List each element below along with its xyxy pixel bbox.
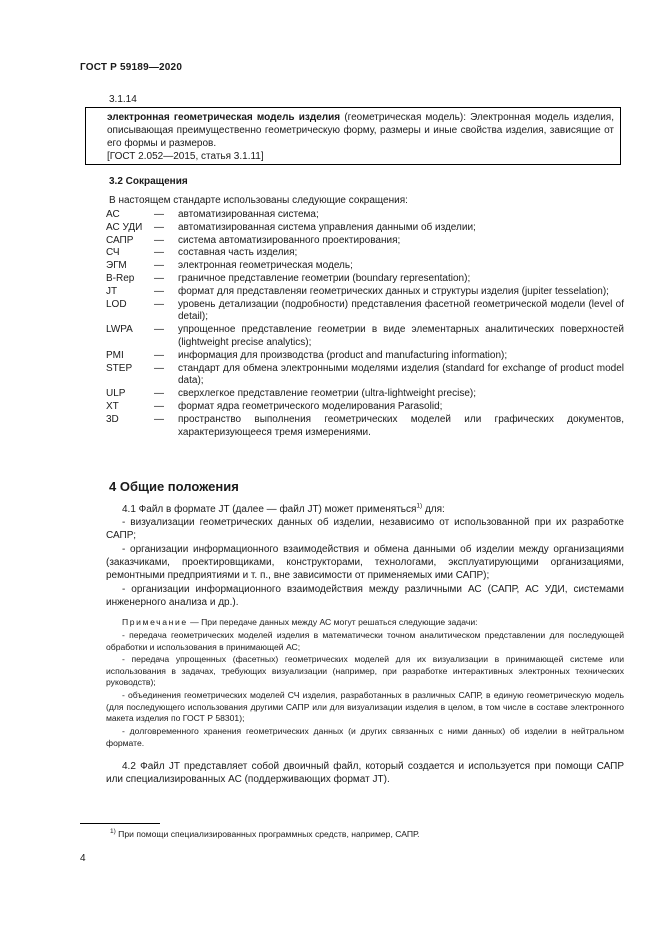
abbreviation-code: LWPA [106, 324, 133, 336]
abbreviation-dash: — [154, 272, 164, 284]
abbreviation-definition: формат ядра геометрического моделирования Parasolid; [178, 400, 443, 412]
abbreviation-code: PMI [106, 349, 124, 361]
term-definition: (геометрическая модель): Электронная модель изделия, описывающая преимущественно геометрическую форму, размеры и иные свойства изделия, зависящие от его формы и размеров. [107, 112, 614, 149]
abbreviation-row [106, 222, 624, 235]
abbreviation-dash: — [154, 247, 164, 259]
abbreviation-row [106, 247, 624, 260]
abbreviation-row [106, 414, 624, 440]
abbreviation-dash: — [154, 209, 164, 220]
term-number: 3.1.14 [109, 94, 137, 105]
abbreviation-dash: — [154, 285, 164, 297]
term-name: электронная геометрическая модель изделия [107, 112, 341, 123]
abbreviation-dash: — [154, 400, 164, 412]
abbreviation-dash: — [154, 388, 164, 400]
abbreviation-dash: — [154, 349, 164, 361]
abbreviation-row [106, 363, 624, 389]
abbreviation-definition: сверхлегкое представление геометрии (ultra-lightweight precise); [178, 388, 476, 400]
abbreviation-definition: автоматизированная система управления данными об изделии; [178, 221, 476, 233]
abbreviation-definition: пространство выполнения геометрических моделей или графических документов, характеризующееся тремя измерениями. [178, 413, 624, 438]
note-item: - объединения геометрических моделей СЧ изделия, разработанных в различных САПР, в единую геометрическую модель (для последующего использования другими САПР или для визуализации изделия в целом, в том числе в составе электронного макета изделия по ГОСТ Р 58301); [106, 690, 624, 724]
abbreviation-definition: автоматизированная система; [178, 209, 319, 220]
footnote-divider [80, 823, 160, 824]
list-item: - визуализации геометрических данных об изделии, независимо от использованной при их разработке САПР; [106, 517, 624, 542]
abbreviation-code: B-Rep [106, 272, 135, 284]
abbreviation-definition: информация для производства (product and manufacturing information); [178, 349, 508, 361]
abbreviation-row [106, 388, 624, 401]
abbreviation-code: САПР [106, 234, 134, 246]
note-item: - долговременного хранения геометрических данных (и других связанных с ними данных) об изделии в нейтральном формате. [106, 726, 624, 748]
abbreviation-definition: составная часть изделия; [178, 247, 298, 259]
list-item: - организации информационного взаимодействия между различными АС (САПР, АС УДИ, системами инженерного анализа и др.). [106, 584, 624, 609]
abbreviation-row [106, 286, 624, 299]
abbreviation-row [106, 401, 624, 414]
abbreviation-code: XT [106, 400, 119, 412]
footnote-mark: 1) [110, 828, 116, 836]
abbreviation-dash: — [154, 221, 164, 233]
note-item: - передача геометрических моделей изделия в математически точном аналитическом представлении для последующей обработки и использования в принимающей АС; [106, 630, 624, 652]
note-item: - передача упрощенных (фасетных) геометрических моделей для их визуализации в принимающей системе или использования в задачах, требующих визуализации (например, при разработке интерактивных электронных технических руководств); [106, 654, 624, 688]
abbreviation-definition: упрощенное представление геометрии в виде элементарных аналитических поверхностей (lightweight precise analytics); [178, 324, 624, 348]
footnote [110, 829, 420, 839]
abbreviation-code: СЧ [106, 247, 120, 259]
abbreviation-definition: электронная геометрическая модель; [178, 260, 353, 272]
abbreviation-dash: — [154, 324, 164, 336]
abbreviation-definition: граничное представление геометрии (boundary representation); [178, 272, 471, 284]
abbreviation-code: LOD [106, 298, 127, 310]
abbreviation-row [106, 273, 624, 286]
abbreviation-row [106, 350, 624, 363]
abbreviation-code: 3D [106, 413, 119, 425]
abbreviation-row [106, 260, 624, 273]
abbreviation-row [106, 324, 624, 350]
abbreviation-code: ЭГМ [106, 260, 127, 272]
abbreviations-heading: 3.2 Сокращения [109, 176, 188, 187]
paragraph-4-1: 4.1 Файл в формате JT (далее — файл JT) может применяться$^{1)}$ для: [122, 502, 445, 515]
abbreviation-dash: — [154, 298, 164, 310]
abbreviation-definition: формат для представленяи геометрических данных и структуры изделия (jupiter tesselation); [178, 285, 609, 297]
abbreviation-row [106, 235, 624, 248]
paragraph-4-2: 4.2 Файл JT представляет собой двоичный файл, который создается и используется при помощи САПР или специализированных АС (поддерживающих формат JT). [106, 761, 624, 786]
abbreviation-code: АС [106, 209, 120, 220]
abbreviation-code: ULP [106, 388, 126, 400]
abbreviation-row [106, 209, 624, 222]
note-label: Примечание [122, 617, 188, 627]
abbreviation-definition: уровень детализации (подробности) представления фасетной геометрической модели (level of detail); [178, 298, 624, 323]
abbreviation-dash: — [154, 234, 164, 246]
abbreviation-code: JT [106, 285, 118, 297]
document-header: ГОСТ Р 59189—2020 [80, 62, 183, 73]
note-intro: Примечание — При передаче данных между АС могут решаться следующие задачи: [122, 617, 478, 627]
footnote-ref: 1) [416, 502, 423, 510]
abbreviation-dash: — [154, 362, 164, 374]
term-definition-box [85, 107, 621, 165]
term-reference: [ГОСТ 2.052—2015, статья 3.1.11] [107, 151, 264, 162]
section-heading-general: 4 Общие положения [109, 479, 239, 494]
abbreviation-definition: система автоматизированного проектирования; [178, 234, 401, 246]
abbreviations-list [106, 209, 624, 439]
footnote-text: При помощи специализированных программных средств, например, САПР. [115, 829, 420, 839]
abbreviation-code: АС УДИ [106, 221, 143, 233]
abbreviation-dash: — [154, 413, 164, 425]
abbreviation-code: STEP [106, 362, 133, 374]
abbreviations-intro: В настоящем стандарте использованы следующие сокращения: [109, 195, 408, 206]
list-item: - организации информационного взаимодействия и обмена данными об изделии между организациями (заказчиками, проектировщиками, конструкторами, технологами, эксплуатирующими организациями, ремонтными предприятиями и т. п., вне зависимости от применяемых ими САПР); [106, 544, 624, 582]
abbreviation-row [106, 299, 624, 325]
page-number: 4 [80, 853, 86, 864]
abbreviation-dash: — [154, 260, 164, 272]
abbreviation-definition: стандарт для обмена электронными моделями изделия (standard for exchange of product model data); [178, 362, 624, 387]
